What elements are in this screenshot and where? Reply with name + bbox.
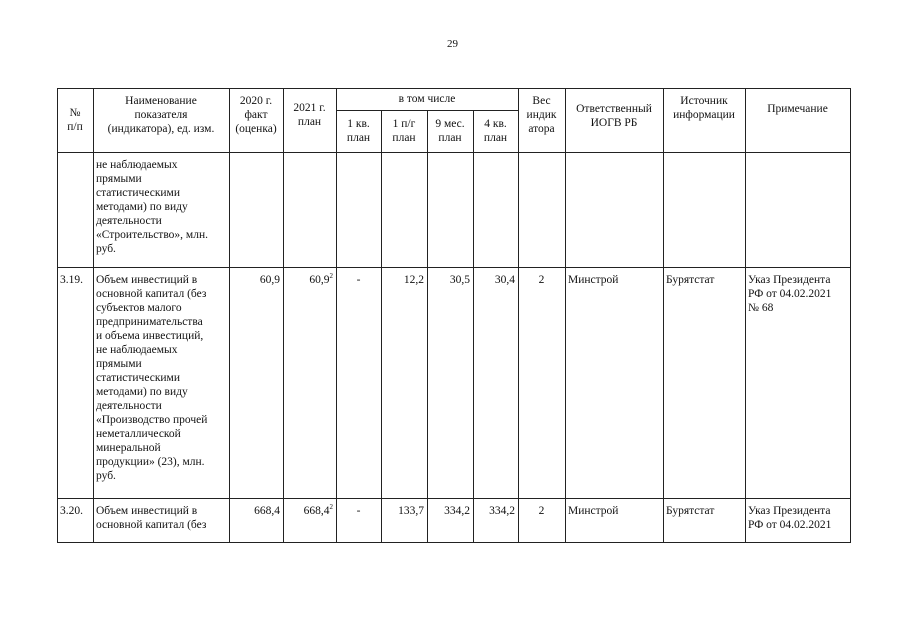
header-fact-2020-text: 2020 г. факт (оценка) xyxy=(235,95,277,135)
header-weight xyxy=(521,94,562,150)
header-num-text: № п/п xyxy=(67,107,83,133)
table-row-2-9m-text: 334,2 xyxy=(444,505,470,517)
table-row-1-h1 xyxy=(384,273,424,496)
table-row-2-num-text: 3.20. xyxy=(60,505,83,517)
table-row-0-q1 xyxy=(339,158,378,265)
table-row-0-q4 xyxy=(476,158,515,265)
table-row-0-note xyxy=(748,158,847,265)
table-row-1-plan-2021 xyxy=(286,273,333,496)
table-row-2-9m xyxy=(430,504,470,540)
column-border-7 xyxy=(473,110,474,543)
header-q1-text: 1 кв. план xyxy=(346,118,371,144)
table-row-0-source xyxy=(666,158,742,265)
table-row-2-fact-2020-text: 668,4 xyxy=(254,505,280,517)
table-row-1-num-text: 3.19. xyxy=(60,274,83,286)
column-border-11 xyxy=(745,88,746,543)
table-row-0-plan-2021 xyxy=(286,158,333,265)
table-row-1-weight xyxy=(521,273,562,496)
row-border-2 xyxy=(57,498,851,499)
table-row-2-name-text: Объем инвестиций в основной капитал (без xyxy=(96,505,207,531)
table-row-1-fact-2020 xyxy=(232,273,280,496)
table-row-0-fact-2020 xyxy=(232,158,280,265)
table-row-2-q4-text: 334,2 xyxy=(489,505,515,517)
table-row-2-note xyxy=(748,504,847,540)
table-row-2-h1-text: 133,7 xyxy=(398,505,424,517)
table-row-1-9m-text: 30,5 xyxy=(449,274,470,286)
column-border-9 xyxy=(565,88,566,543)
header-weight-text: Вес индик атора xyxy=(526,95,557,135)
table-row-0-weight xyxy=(521,158,562,265)
table-row-0-9m xyxy=(430,158,470,265)
table-row-2-q1-text: - xyxy=(356,505,361,517)
table-row-0-name xyxy=(96,158,226,265)
header-q4-text: 4 кв. план xyxy=(483,118,508,144)
column-border-5 xyxy=(381,110,382,543)
table-row-2-q4 xyxy=(476,504,515,540)
table-row-2-plan-2021 xyxy=(286,504,333,540)
table-row-1-q4-text: 30,4 xyxy=(494,274,515,286)
table-row-2-source xyxy=(666,504,742,540)
table-row-1-q4 xyxy=(476,273,515,496)
table-row-0-h1 xyxy=(384,158,424,265)
table-row-1-responsible xyxy=(568,273,660,496)
row-border-0 xyxy=(57,152,851,153)
table-row-0-num xyxy=(60,158,90,265)
table-row-1-h1-text: 12,2 xyxy=(403,274,424,286)
table-row-2-q1 xyxy=(339,504,378,540)
header-h1 xyxy=(384,117,424,149)
header-source xyxy=(666,94,742,150)
column-border-8 xyxy=(518,88,519,543)
table-row-1-name xyxy=(96,273,226,496)
table-row-2-source-text: Бурятстат xyxy=(666,505,715,517)
table-row-1-q1-text: - xyxy=(356,274,361,286)
header-9m-text: 9 мес. план xyxy=(435,118,465,144)
column-border-0 xyxy=(57,88,58,543)
table-row-1-responsible-text: Минстрой xyxy=(568,274,619,286)
header-responsible-text: Ответственный ИОГВ РБ xyxy=(576,103,652,129)
header-name-text: Наименование показателя (индикатора), ед. изм. xyxy=(107,95,215,135)
table-row-0-name-text: не наблюдаемых прямыми статистическими методами) по виду деятельности «Строительство», млн. руб. xyxy=(96,159,208,255)
header-name xyxy=(96,94,226,150)
header-num xyxy=(60,106,90,162)
header-plan-2021-text: 2021 г. план xyxy=(293,102,326,128)
header-h1-text: 1 п/г план xyxy=(392,118,416,144)
table-row-2-fact-2020 xyxy=(232,504,280,540)
column-border-4 xyxy=(336,88,337,543)
table-row-2-h1 xyxy=(384,504,424,540)
table-row-0-responsible xyxy=(568,158,660,265)
header-plan-2021 xyxy=(286,101,333,157)
table-row-2-num xyxy=(60,504,90,540)
table-row-2-responsible-text: Минстрой xyxy=(568,505,619,517)
table-row-2-weight xyxy=(521,504,562,540)
header-source-text: Источник информации xyxy=(673,95,735,121)
table-row-2-weight-text: 2 xyxy=(538,505,545,517)
table-row-2-name xyxy=(96,504,226,540)
table-row-1-q1 xyxy=(339,273,378,496)
header-q4 xyxy=(476,117,515,149)
header-group-text: в том числе xyxy=(398,93,456,105)
table-row-1-name-text: Объем инвестиций в основной капитал (без субъектов малого предпринимательства и объема инвестиций, не наблюдаемых прямыми статистическими методами) по виду деятельности «Производство прочей неметаллической минеральной продукции» (23), млн. руб. xyxy=(96,274,208,482)
table-row-1-plan-2021-text: 60,9 xyxy=(309,274,330,286)
table-row-1-plan-2021-footnote: 2 xyxy=(329,273,333,281)
table-row-2-note-text: Указ Президента РФ от 04.02.2021 xyxy=(748,505,832,531)
column-border-10 xyxy=(663,88,664,543)
column-border-12 xyxy=(850,88,851,543)
header-q1 xyxy=(339,117,378,149)
table-row-2-responsible xyxy=(568,504,660,540)
table-row-1-note-text: Указ Президента РФ от 04.02.2021 № 68 xyxy=(748,274,832,314)
table-row-2-plan-2021-text: 668,4 xyxy=(303,505,330,517)
table-top-border xyxy=(57,88,851,89)
row-border-1 xyxy=(57,267,851,268)
header-note xyxy=(748,102,847,158)
table-row-1-9m xyxy=(430,273,470,496)
table-row-2-plan-2021-footnote: 2 xyxy=(329,504,333,512)
header-note-text: Примечание xyxy=(767,103,828,115)
header-group xyxy=(339,92,515,108)
table-row-1-source-text: Бурятстат xyxy=(666,274,715,286)
row-border-3 xyxy=(57,542,851,543)
table-row-1-weight-text: 2 xyxy=(538,274,545,286)
table-row-1-fact-2020-text: 60,9 xyxy=(259,274,280,286)
table-row-1-num xyxy=(60,273,90,496)
table-row-1-source xyxy=(666,273,742,496)
header-9m xyxy=(430,117,470,149)
column-border-3 xyxy=(283,88,284,543)
column-border-1 xyxy=(93,88,94,543)
header-fact-2020 xyxy=(232,94,280,150)
page-number: 29 xyxy=(447,38,458,50)
header-responsible xyxy=(568,102,660,158)
column-border-6 xyxy=(427,110,428,543)
table-row-1-note xyxy=(748,273,847,496)
column-border-2 xyxy=(229,88,230,543)
